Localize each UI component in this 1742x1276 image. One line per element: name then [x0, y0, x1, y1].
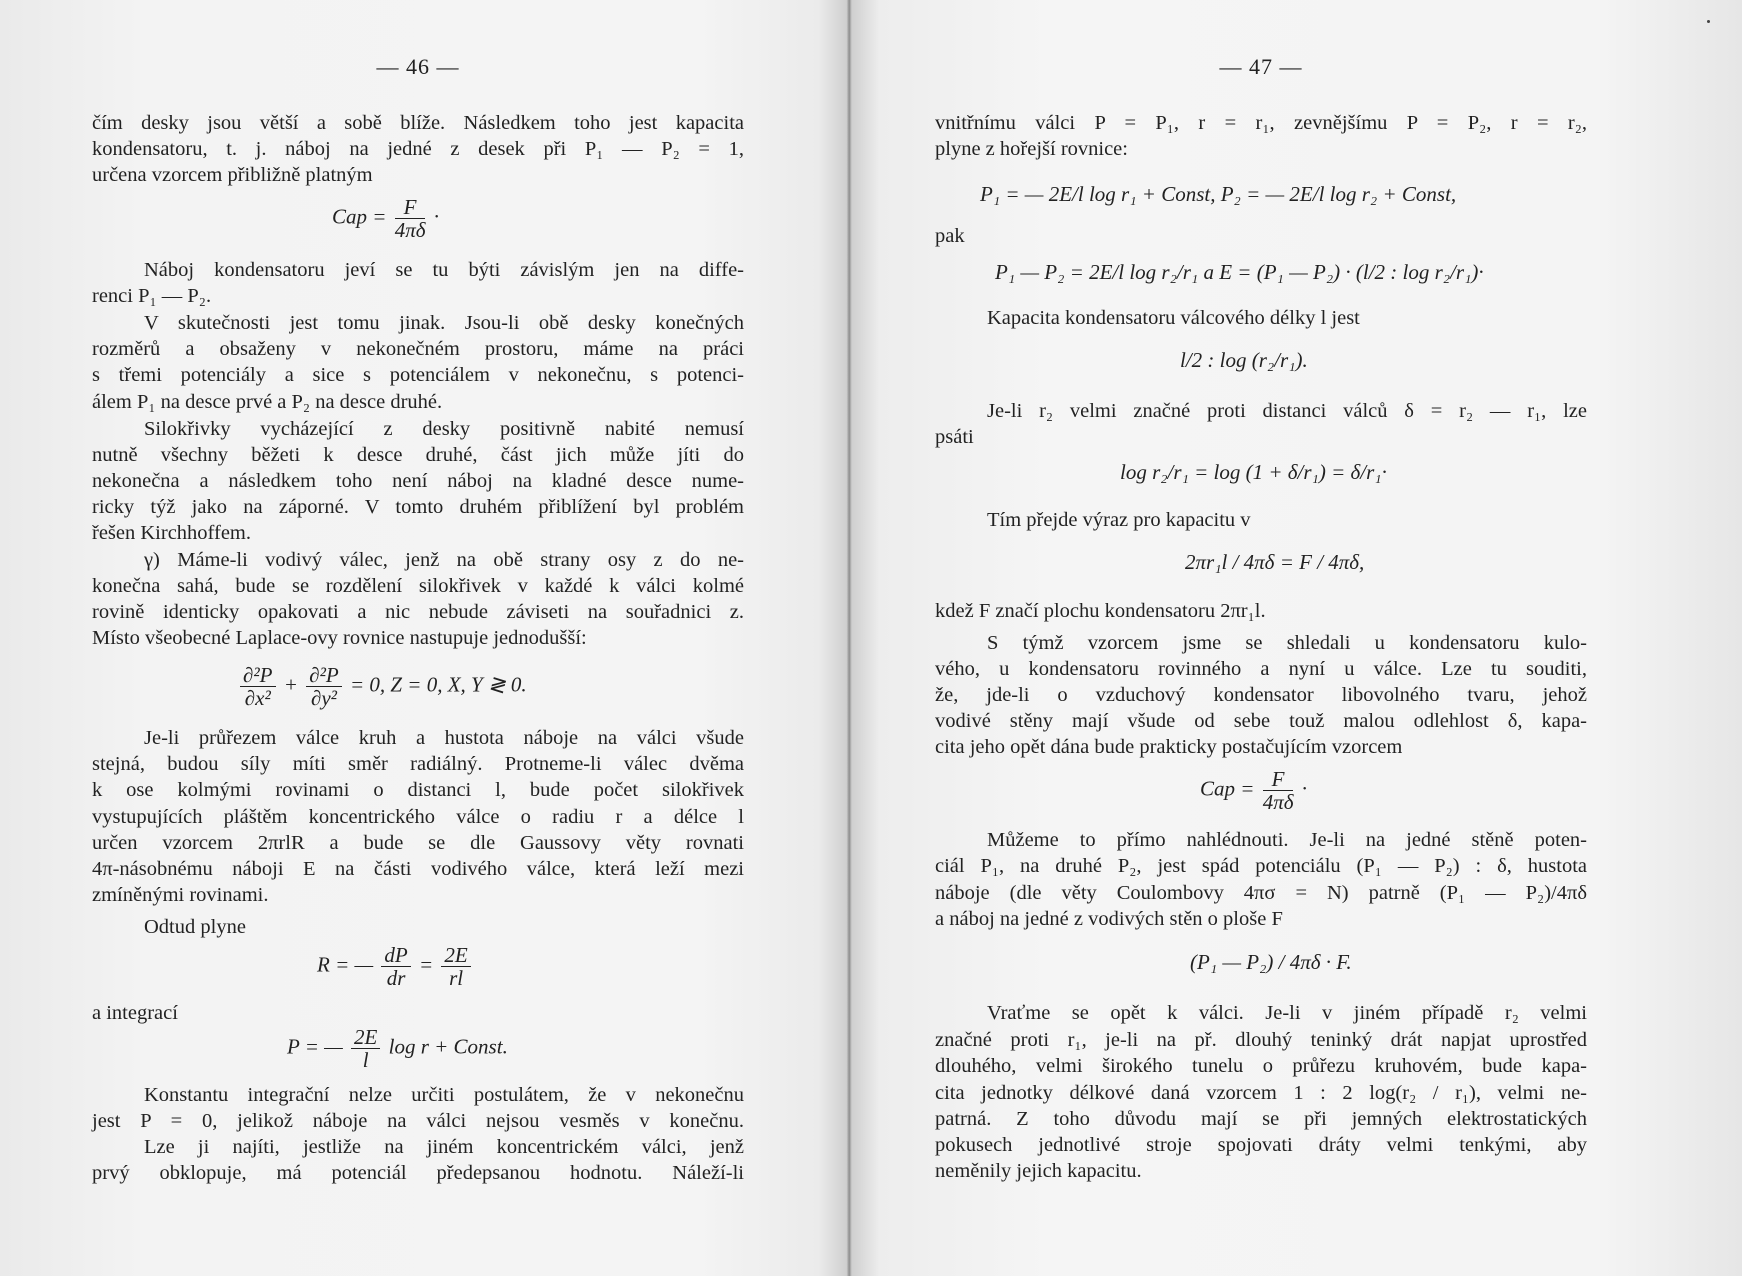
equation-cap3: Cap = $\frac{F}{4\pi\delta}$ · [1200, 767, 1307, 814]
text-line: určena vzorcem přibližně platným [92, 164, 373, 186]
text-line: Náboj kondensatoru jeví se tu býti závislým jen na diffe- [144, 259, 744, 281]
equation-charge: (P₁ — P₂) / 4πδ · F. [1190, 950, 1352, 974]
text-line: S týmž vzorcem jsme se shledali u kondensatoru kulo- [987, 632, 1587, 654]
text-line: Konstantu integrační nelze určiti postulátem, že v nekonečnu [144, 1084, 744, 1106]
text-line: prvý obklopuje, má potenciál předepsanou hodnotu. Náleží-li [92, 1162, 744, 1184]
text-line: ricky týž jako na záporné. V tomto druhém přiblížení byl problém [92, 496, 744, 518]
text-line: Vraťme se opět k válci. Je-li v jiném případě r₂ velmi [987, 1002, 1587, 1024]
text-line: pak [935, 225, 965, 247]
text-line: 4π-násobnému náboji E na části vodivého válce, která leží mezi [92, 858, 744, 880]
text-line: patrná. Z toho důvodu mají se při jemných elektrostatických [935, 1108, 1587, 1130]
text-line: neměnily jejich kapacitu. [935, 1160, 1142, 1182]
text-line: Odtud plyne [144, 916, 246, 938]
right-page [935, 0, 1587, 1276]
text-line: renci P₁ — P₂. [92, 285, 212, 307]
page-speck [1707, 20, 1710, 23]
text-line: a náboj na jedné z vodivých stěn o ploše F [935, 908, 1283, 930]
text-line: vého, u kondensatoru rovinného a nyní u válce. Lze tu souditi, [935, 658, 1587, 680]
text-line: rozměrů a obsaženy v nekonečném prostoru, máme na práci [92, 338, 744, 360]
text-line: cita jednotky délkové daná vzorcem 1 : 2 log(r₂ / r₁), velmi ne- [935, 1082, 1587, 1104]
text-line: vodivé stěny mají všude od sebe touž malou odlehlost δ, kapa- [935, 710, 1587, 732]
equation-cap2: 2πr₁l / 4πδ = F / 4πδ, [1185, 550, 1365, 574]
text-line: psáti [935, 426, 974, 448]
text-line: stejná, budou síly míti směr radiálný. Protneme-li válec dvěma [92, 753, 744, 775]
text-line: a integrací [92, 1002, 178, 1024]
equation-R: R = — $\frac{dP}{dr}$ = $\frac{2E}{rl}$ [317, 944, 474, 989]
page-number: — 47 — [1219, 54, 1303, 79]
text-line: nekonečna a následkem toho není náboj na kladné desce nume- [92, 470, 744, 492]
text-line: pokusech jednotlivé stroje spojovati dráty velmi tenkými, aby [935, 1134, 1587, 1156]
text-line: náboje (dle věty Coulombovy 4πσ = N) patrně (P₁ — P₂)/4πδ [935, 882, 1587, 904]
equation-log: log r₂/r₁ = log (1 + δ/r₁) = δ/r₁· [1120, 460, 1387, 484]
page-number: — 46 — [376, 54, 460, 79]
text-line: určen vzorcem 2πrlR a bude se dle Gaussovy věty rovnati [92, 832, 744, 854]
text-line: álem P₁ na desce prvé a P₂ na desce druhé. [92, 391, 443, 413]
text-line: čím desky jsou větší a sobě blíže. Následkem toho jest kapacita [92, 112, 744, 134]
equation-P: P = — $\frac{2E}{l}$ log r + Const. [287, 1025, 508, 1072]
text-line: že, jde-li o vzduchový kondensator libovolného tvaru, jehož [935, 684, 1587, 706]
text-line: s třemi potenciály a sice s potenciálem v nekonečnu, s potenci- [92, 364, 744, 386]
text-line: Je-li průřezem válce kruh a hustota náboje na válci všude [144, 727, 744, 749]
text-line: značné proti r₁, je-li na př. dlouhý teninký drát napjat uprostřed [935, 1029, 1587, 1051]
text-line: ciál P₁, na druhé P₂, jest spád potenciálu (P₁ — P₂) : δ, hustota [935, 855, 1587, 877]
text-line: V skutečnosti jest tomu jinak. Jsou-li obě desky konečných [144, 312, 744, 334]
text-line: kondensatoru, t. j. náboj na jedné z desek při P₁ — P₂ = 1, [92, 138, 744, 160]
text-line: kdež F značí plochu kondensatoru 2πr₁l. [935, 600, 1266, 622]
text-line: cita jeho opět dána bude prakticky postačujícím vzorcem [935, 736, 1403, 758]
text-line: Místo všeobecné Laplace-ovy rovnice nastupuje jednodušší: [92, 627, 587, 649]
text-line: vystupujících pláštěm koncentrického válce o radiu r a délce l [92, 806, 744, 828]
text-line: Tím přejde výraz pro kapacitu v [987, 509, 1251, 531]
text-line: konečna sahá, bude se rozdělení silokřivek v každé k válci kolmé [92, 575, 744, 597]
text-line: Kapacita kondensatoru válcového délky l jest [987, 307, 1360, 329]
text-line: dlouhého, velmi širokého tunelu o průřezu kruhovém, bude kapa- [935, 1055, 1587, 1077]
text-line: Lze ji najíti, jestliže na jiném koncentrickém válci, jenž [144, 1136, 744, 1158]
text-line: plyne z hořejší rovnice: [935, 138, 1128, 160]
text-line: zmíněnými rovinami. [92, 884, 269, 906]
equation-capcyl: l/2 : log (r₂/r₁). [1180, 348, 1308, 372]
text-line: k ose kolmými rovinami o distanci l, bude počet silokřivek [92, 779, 744, 801]
text-line: Silokřivky vycházející z desky positivně nabité nemusí [144, 418, 744, 440]
equation-cap: Cap = $\frac{F}{4\pi\delta}$ · [332, 195, 439, 242]
text-line: řešen Kirchhoffem. [92, 522, 252, 544]
text-line: vnitřnímu válci P = P₁, r = r₁, zevnějšímu P = P₂, r = r₂, [935, 112, 1587, 134]
text-line: Je-li r₂ velmi značné proti distanci válců δ = r₂ — r₁, lze [987, 400, 1587, 422]
text-line: γ) Máme-li vodivý válec, jenž na obě strany osy z do ne- [144, 549, 744, 571]
equation-laplace: $\frac{\text{∂²P}}{\text{∂x²}}$ + $\frac{\text{∂²P}}{\text{∂y²}}$ = 0, Z = 0, X, Y ≷ 0. [237, 664, 527, 709]
text-line: Můžeme to přímo nahlédnouti. Je-li na jedné stěně poten- [987, 829, 1587, 851]
equation-P12: P₁ = — 2E/l log r₁ + Const, P₂ = — 2E/l log r₂ + Const, [980, 182, 1457, 206]
text-line: rovině identicky opakovati a nic nebude záviseti na souřadnici z. [92, 601, 744, 623]
text-line: jest P = 0, jelikož náboje na válci nejsou vesměs v konečnu. [92, 1110, 744, 1132]
left-page [92, 0, 744, 1276]
equation-diff: P₁ — P₂ = 2E/l log r₂/r₁ a E = (P₁ — P₂) · (l/2 : log r₂/r₁)· [995, 260, 1484, 284]
text-line: nutně všechny běžeti k desce druhé, část jich může jíti do [92, 444, 744, 466]
